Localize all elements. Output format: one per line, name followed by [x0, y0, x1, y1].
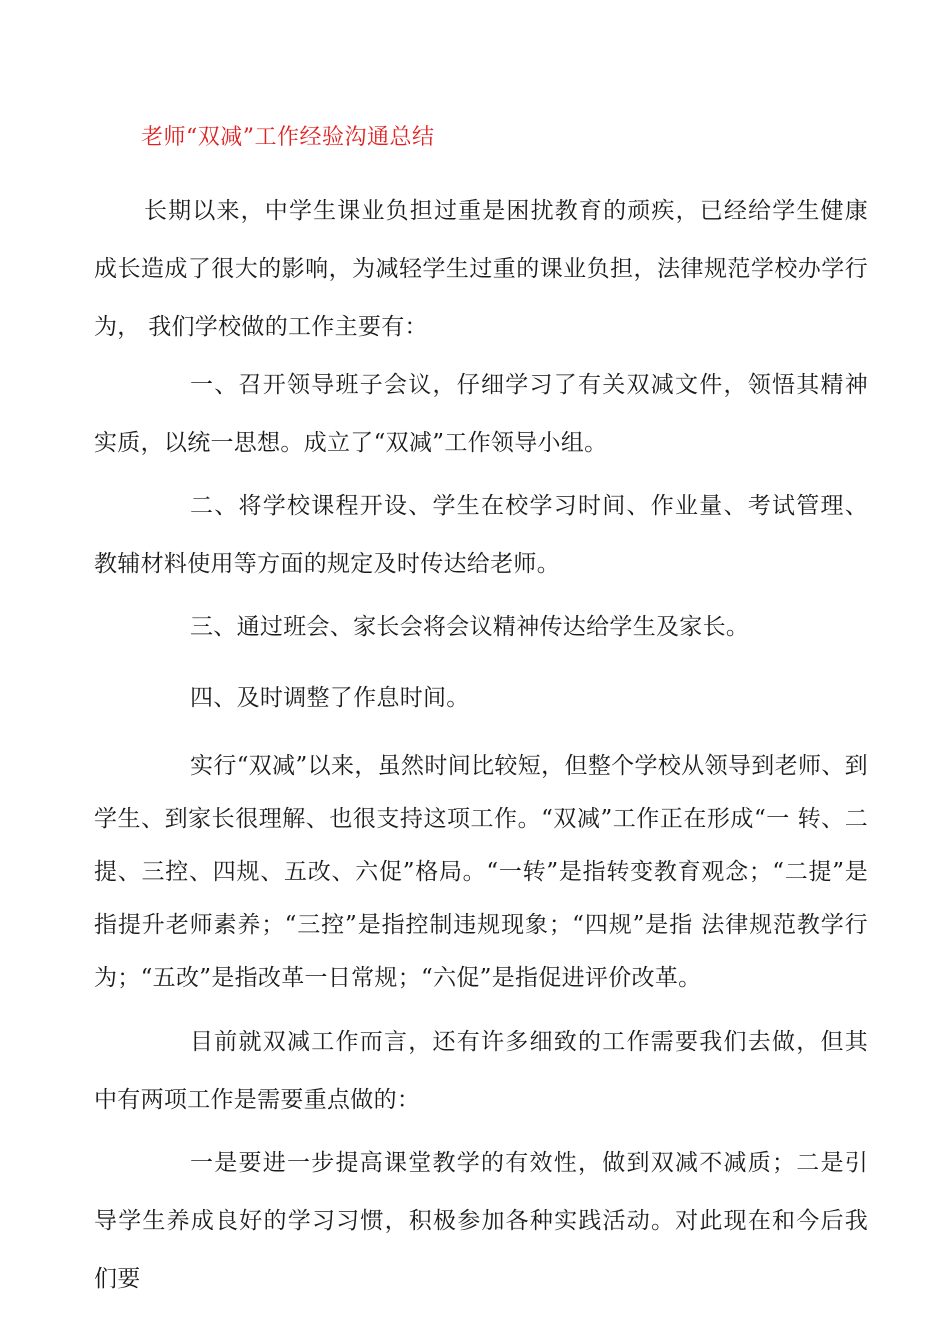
- paragraph-item-3: 三、通过班会、家长会将会议精神传达给学生及家长。: [190, 614, 750, 640]
- paragraph-item-4: 四、及时调整了作息时间。: [190, 685, 470, 711]
- paragraph-item-2: 二、将学校课程开设、学生在校学习时间、作业量、考试管理、 教辅材料使用等方面的规定及时传达给老师。: [94, 493, 868, 577]
- paragraph-item-1: 一、召开领导班子会议，仔细学习了有关双减文件，领悟其精神 实质，以统一思想。成立了“双减”工作领导小组。: [94, 372, 868, 456]
- document-title: 老师“双减”工作经验沟通总结: [141, 125, 435, 150]
- paragraph-implementation: 实行“双减”以来，虽然时间比较短，但整个学校从领导到老师、到学生、到家长很理解、也很支持这项工作。“双减”工作正在形成“一 转、二提、三控、四规、五改、六促”格局。“一转”是指转变教育观念；“二提”是指提升老师素养；“三控”是指控制违规现象；“四规”是指 法律规范教学行为；“五改”是指改革一日常规；“六促”是指促进评价改革。: [94, 753, 868, 991]
- paragraph-key-tasks: 一是要进一步提高课堂教学的有效性，做到双减不减质；二是引 导学生养成良好的学习习惯，积极参加各种实践活动。对此现在和今后我 们要: [94, 1150, 868, 1292]
- paragraph-current-work: 目前就双减工作而言，还有许多细致的工作需要我们去做，但其 中有两项工作是需要重点做的：: [94, 1029, 868, 1113]
- paragraph-intro: 长期以来，中学生课业负担过重是困扰教育的顽疾，已经给学生健康 成长造成了很大的影响，为减轻学生过重的课业负担，法律规范学校办学行为， 我们学校做的工作主要有：: [94, 198, 868, 340]
